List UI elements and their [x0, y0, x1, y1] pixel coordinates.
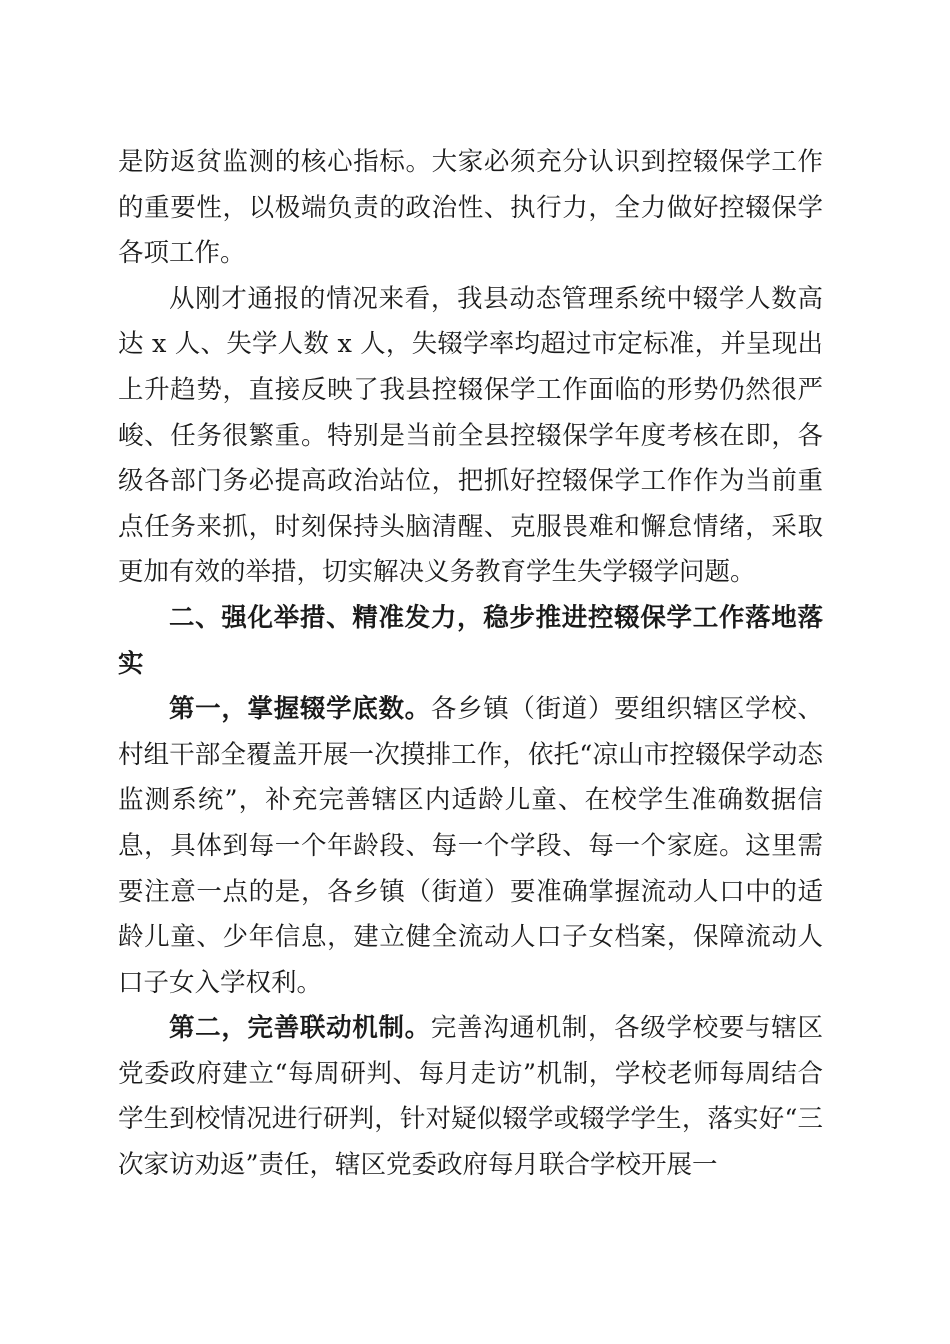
paragraph-first-measure — [118, 687, 823, 1006]
paragraph-continuation — [118, 140, 823, 277]
paragraph-situation — [118, 277, 823, 596]
document-page — [118, 140, 823, 1189]
paragraph-lead: 第一，掌握辍学底数。 — [169, 694, 431, 725]
section-heading — [118, 596, 823, 687]
paragraph-text: 各乡镇（街道）要组织辖区学校、村组干部全覆盖开展一次摸排工作，依托“凉山市控辍保学动态监测系统”，补充完善辖区内适龄儿童、在校学生准确数据信息，具体到每一个年龄段、每一个学段、每一个家庭。这里需要注意一点的是，各乡镇（街道）要准确掌握流动人口中的适龄儿童、少年信息，建立健全流动人口子女档案，保障流动人口子女入学权利。 — [118, 694, 823, 998]
paragraph-second-measure — [118, 1006, 823, 1188]
paragraph-lead: 第二，完善联动机制。 — [169, 1013, 431, 1044]
section-heading-text: 二、强化举措、精准发力，稳步推进控辍保学工作落地落实 — [118, 602, 823, 679]
paragraph-text: 是防返贫监测的核心指标。大家必须充分认识到控辍保学工作的重要性，以极端负责的政治性、执行力，全力做好控辍保学各项工作。 — [118, 147, 823, 269]
paragraph-text: 完善沟通机制，各级学校要与辖区党委政府建立“每周研判、每月走访”机制，学校老师每周结合学生到校情况进行研判，针对疑似辍学或辍学学生，落实好“三次家访劝返”责任，辖区党委政府每月联合学校开展一 — [118, 1013, 823, 1181]
paragraph-text: 从刚才通报的情况来看，我县动态管理系统中辍学人数高达 x 人、失学人数 x 人，失辍学率均超过市定标准，并呈现出上升趋势，直接反映了我县控辍保学工作面临的形势仍然很严峻、任务很繁重。特别是当前全县控辍保学年度考核在即，各级各部门务必提高政治站位，把抓好控辍保学工作作为当前重点任务来抓，时刻保持头脑清醒、克服畏难和懈怠情绪，采取更加有效的举措，切实解决义务教育学生失学辍学问题。 — [118, 283, 823, 588]
